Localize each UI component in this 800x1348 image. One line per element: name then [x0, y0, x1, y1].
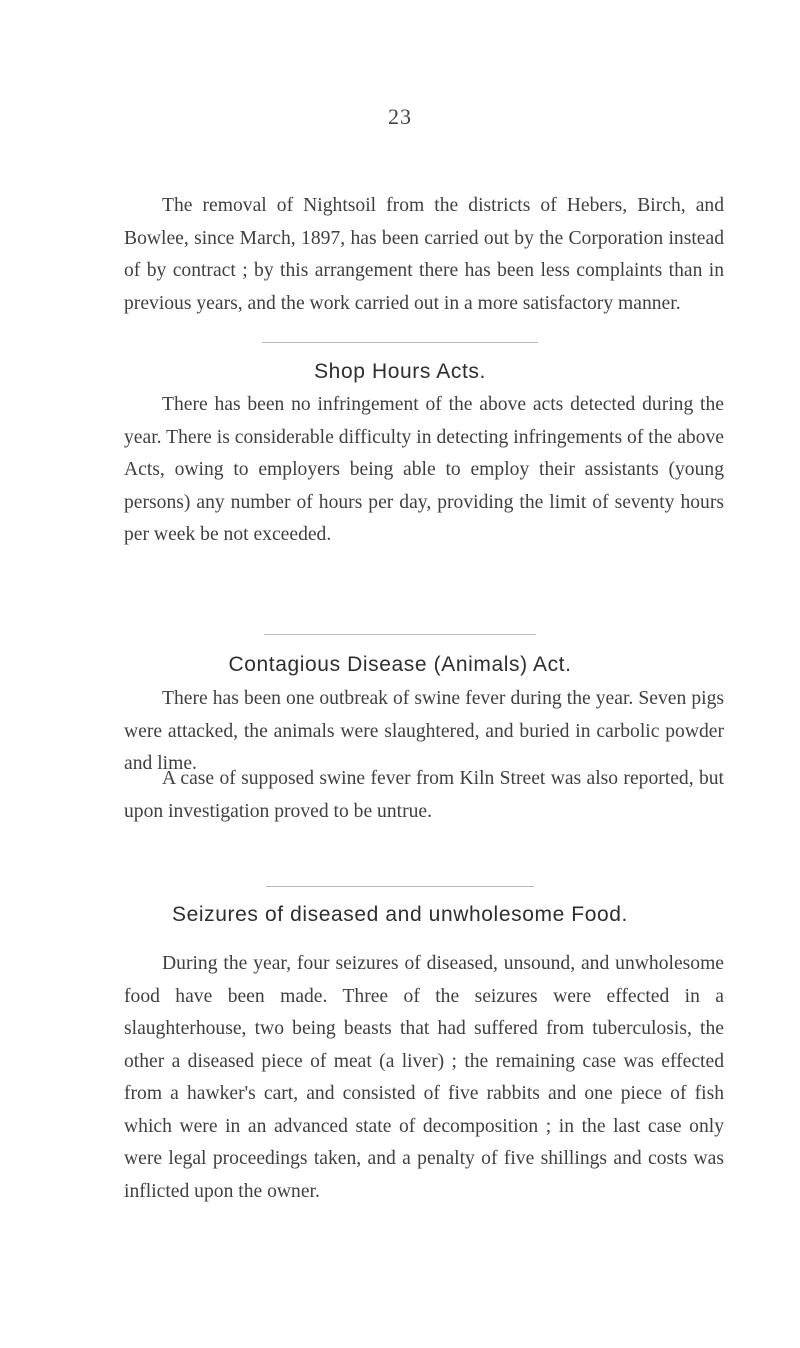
- contagious-disease-heading: Contagious Disease (Animals) Act.: [228, 653, 572, 676]
- contagious-disease-paragraph-2: A case of supposed swine fever from Kiln Street was also reported, but upon investigation proved to be untrue.: [124, 768, 724, 822]
- section-divider: [264, 634, 536, 635]
- seizures-paragraph: During the year, four seizures of diseased, unsound, and unwholesome food have been made. Three of the seizures were effected in a slaughterhouse, two being beasts that had suffered from tuberculosis, the other a diseased piece of meat (a liver) ; the remaining case was effected from a hawker's cart, and consisted of five rabbits and one piece of fish which were in an advanced state of decomposition ; in the last case only were legal proceedings taken, and a penalty of five shillings and costs was inflicted upon the owner.: [124, 953, 724, 1202]
- page-number: 23: [388, 104, 412, 129]
- seizures-heading: Seizures of diseased and unwholesome Food.: [172, 903, 628, 926]
- contagious-disease-paragraph-1: There has been one outbreak of swine fever during the year. Seven pigs were attacked, the animals were slaughtered, and buried in carbolic powder and lime.: [124, 688, 724, 774]
- nightsoil-paragraph: The removal of Nightsoil from the districts of Hebers, Birch, and Bowlee, since March, 1897, has been carried out by the Corporation instead of by contract ; by this arrangement there has been less complaints than in previous years, and the work carried out in a more satisfactory manner.: [124, 195, 724, 314]
- section-divider: [266, 886, 534, 887]
- section-divider: [262, 342, 538, 343]
- shop-hours-paragraph: There has been no infringement of the above acts detected during the year. There is considerable difficulty in detecting infringements of the above Acts, owing to employers being able to employ their assistants (young persons) any number of hours per day, providing the limit of seventy hours per week be not exceeded.: [124, 394, 724, 545]
- shop-hours-heading: Shop Hours Acts.: [314, 360, 486, 383]
